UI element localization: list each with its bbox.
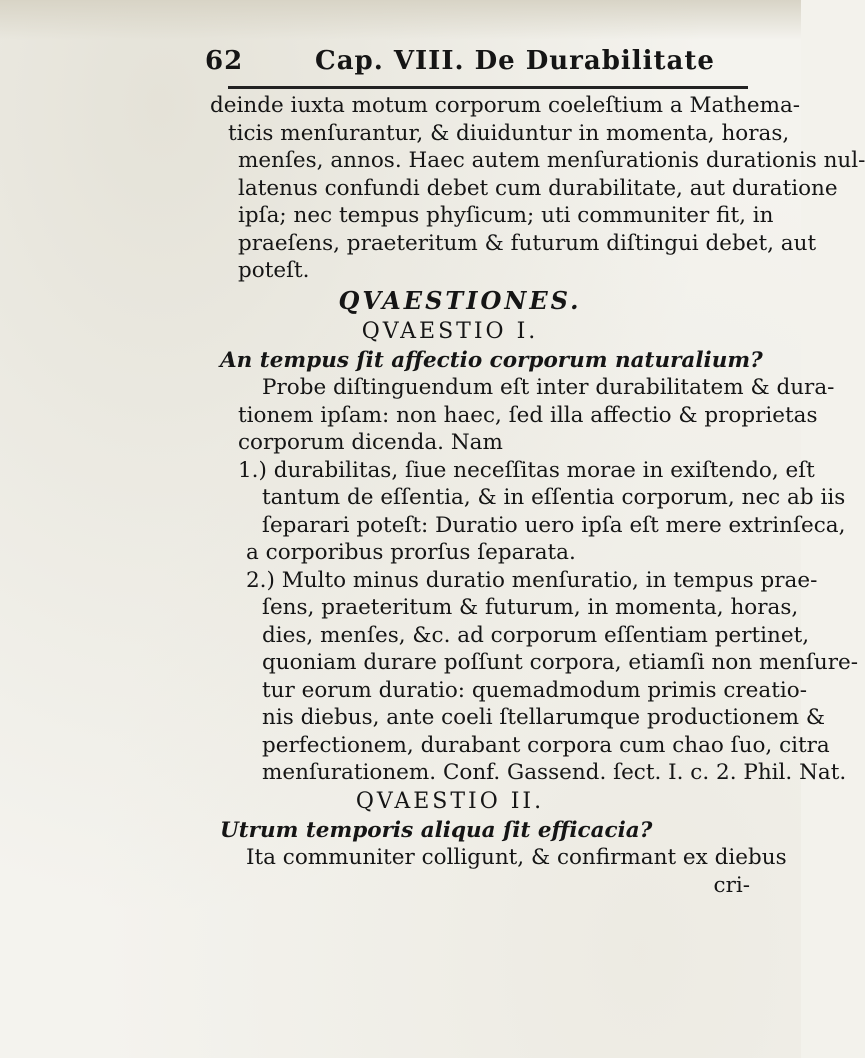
text-line: ſens, praeteritum & futurum, in momenta, horas, xyxy=(262,595,799,620)
text-line: corporum dicenda. Nam xyxy=(238,430,503,455)
text-line: ipſa; nec tempus phyſicum; uti communiter fit, in xyxy=(238,203,774,228)
text-line: tur eorum duratio: quemadmodum primis creatio- xyxy=(262,677,807,703)
bleed-through-top xyxy=(0,0,801,40)
body-text xyxy=(210,92,865,899)
text-line: nis diebus, ante coeli ſtellarumque productionem & xyxy=(262,705,826,730)
text-line: menſurationem. Conf. Gassend. ſect. I. c. 2. Phil. Nat. xyxy=(262,760,847,785)
page-number: 62 xyxy=(205,46,244,76)
text-line: 2.) Multo minus duratio menſuratio, in tempus prae- xyxy=(246,567,818,593)
text-line: perfectionem, durabant corpora cum chao ſuo, citra xyxy=(262,732,830,758)
question-title: Utrum temporis aliqua ſit efficacia? xyxy=(220,817,653,843)
text-line: tionem ipſam: non haec, ſed illa affectio & proprietas xyxy=(238,402,818,428)
text-line: tantum de eſſentia, & in eſſentia corporum, nec ab iis xyxy=(262,485,846,510)
question-title: An tempus ſit affectio corporum naturalium? xyxy=(220,347,763,373)
text-line: praeſens, praeteritum & futurum diſtingui debet, aut xyxy=(238,230,817,256)
text-line: Ita communiter colligunt, & confirmant ex diebus xyxy=(246,845,787,870)
text-line: Probe diſtinguendum eſt inter durabilitatem & dura- xyxy=(262,375,835,400)
header-rule xyxy=(228,86,748,89)
question-heading: QVAESTIO I. xyxy=(361,318,539,344)
text-line: dies, menſes, &c. ad corporum eſſentiam pertinet, xyxy=(262,622,810,648)
running-title: Cap. VIII. De Durabilitate xyxy=(315,46,715,76)
text-line: ticis menſurantur, & diuiduntur in momenta, horas, xyxy=(228,120,790,146)
text-line: menſes, annos. Haec autem menſurationis durationis nul- xyxy=(238,148,865,173)
text-line: a corporibus prorſus ſeparata. xyxy=(246,540,576,565)
section-heading: QVAESTIONES. xyxy=(338,285,582,315)
text-line: poteſt. xyxy=(238,258,310,283)
running-header xyxy=(205,42,765,82)
catchword: cri- xyxy=(713,872,750,898)
text-line: 1.) durabilitas, ſiue neceſſitas morae in exiſtendo, eſt xyxy=(238,457,815,483)
question-heading: QVAESTIO II. xyxy=(355,788,545,814)
text-line: ſeparari poteſt: Duratio uero ipſa eſt mere extrinſeca, xyxy=(262,512,846,538)
text-line: deinde iuxta motum corporum coeleſtium a Mathema- xyxy=(210,93,801,118)
text-line: quoniam durare poſſunt corpora, etiamſi non menſure- xyxy=(262,650,858,675)
text-line: latenus confundi debet cum durabilitate, aut duratione xyxy=(238,175,838,201)
